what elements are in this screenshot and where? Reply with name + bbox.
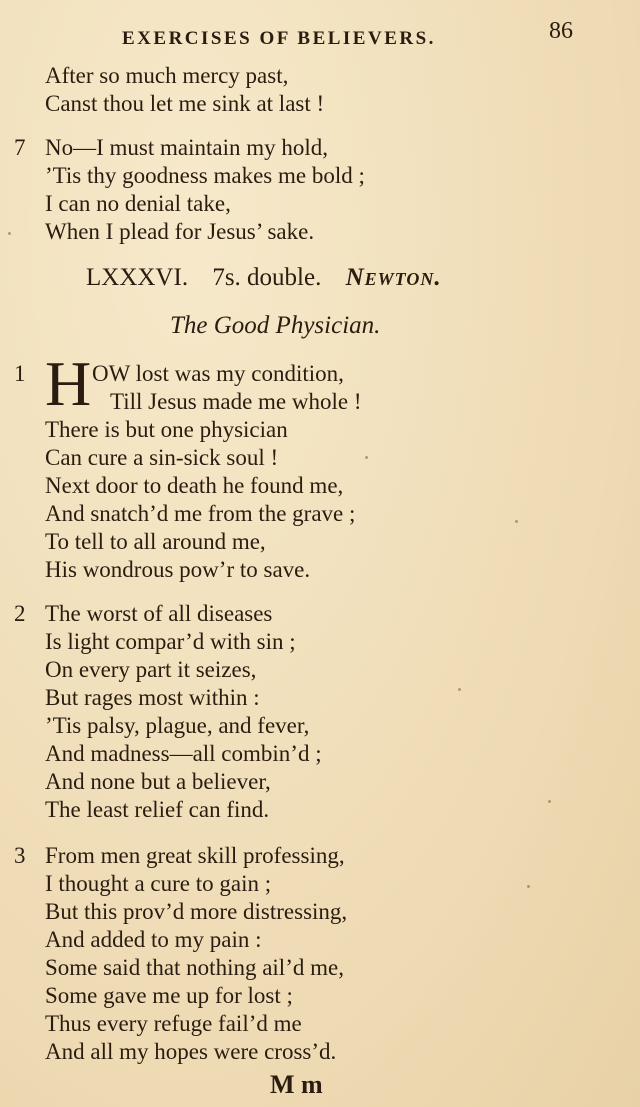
poem-line: Some said that nothing ail’d me, (45, 955, 344, 980)
paper-speck (515, 520, 518, 523)
poem-line: ’Tis palsy, plague, and fever, (45, 713, 310, 738)
paper-speck (8, 232, 11, 235)
hymn-author: Newton. (345, 264, 442, 291)
verse-number: 7 (14, 135, 26, 160)
poem-line: I thought a cure to gain ; (45, 871, 272, 896)
running-title: EXERCISES OF BELIEVERS. (122, 28, 436, 49)
poem-line: The worst of all diseases (45, 601, 273, 626)
hymn-heading (86, 264, 460, 292)
verse-number: 3 (14, 843, 26, 868)
poem-line: After so much mercy past, (45, 63, 289, 88)
paper-speck (548, 800, 551, 803)
hymn-numeral: LXXXVI. (86, 264, 189, 291)
poem-line: OW lost was my condition, (92, 361, 344, 386)
poem-line: And snatch’d me from the grave ; (45, 501, 356, 526)
poem-line: Can cure a sin-sick soul ! (45, 445, 279, 470)
paper-speck (365, 456, 368, 459)
poem-line: Thus every refuge fail’d me (45, 1011, 302, 1036)
poem-line: I can no denial take, (45, 191, 231, 216)
poem-line: His wondrous pow’r to save. (45, 557, 311, 582)
poem-line: The least relief can find. (45, 797, 270, 822)
signature-mark: M m (270, 1070, 323, 1099)
poem-line: Some gave me up for lost ; (45, 983, 293, 1008)
hymn-meter: 7s. double. (212, 264, 322, 291)
poem-line: And all my hopes were cross’d. (45, 1039, 337, 1064)
poem-line: Is light compar’d with sin ; (45, 629, 296, 654)
poem-line: Till Jesus made me whole ! (110, 389, 362, 414)
poem-line: To tell to all around me, (45, 529, 266, 554)
poem-line: But rages most within : (45, 685, 260, 710)
poem-line: But this prov’d more distressing, (45, 899, 348, 924)
page-number: 86 (549, 18, 573, 44)
drop-cap: H (45, 348, 92, 419)
poem-line: When I plead for Jesus’ sake. (45, 219, 315, 244)
poem-line: ’Tis thy goodness makes me bold ; (45, 163, 365, 188)
poem-line: Canst thou let me sink at last ! (45, 91, 325, 116)
paper-speck (527, 885, 530, 888)
hymn-title: The Good Physician. (170, 312, 381, 339)
poem-line: And added to my pain : (45, 927, 262, 952)
poem-line: On every part it seizes, (45, 657, 257, 682)
poem-line: There is but one physician (45, 417, 288, 442)
verse-number: 2 (14, 601, 26, 626)
paper-speck (458, 688, 461, 691)
verse-number: 1 (14, 361, 26, 386)
poem-line: From men great skill professing, (45, 843, 345, 868)
poem-line: And madness—all combin’d ; (45, 741, 322, 766)
poem-line: No—I must maintain my hold, (45, 135, 329, 160)
poem-line: Next door to death he found me, (45, 473, 344, 498)
poem-line: And none but a believer, (45, 769, 271, 794)
